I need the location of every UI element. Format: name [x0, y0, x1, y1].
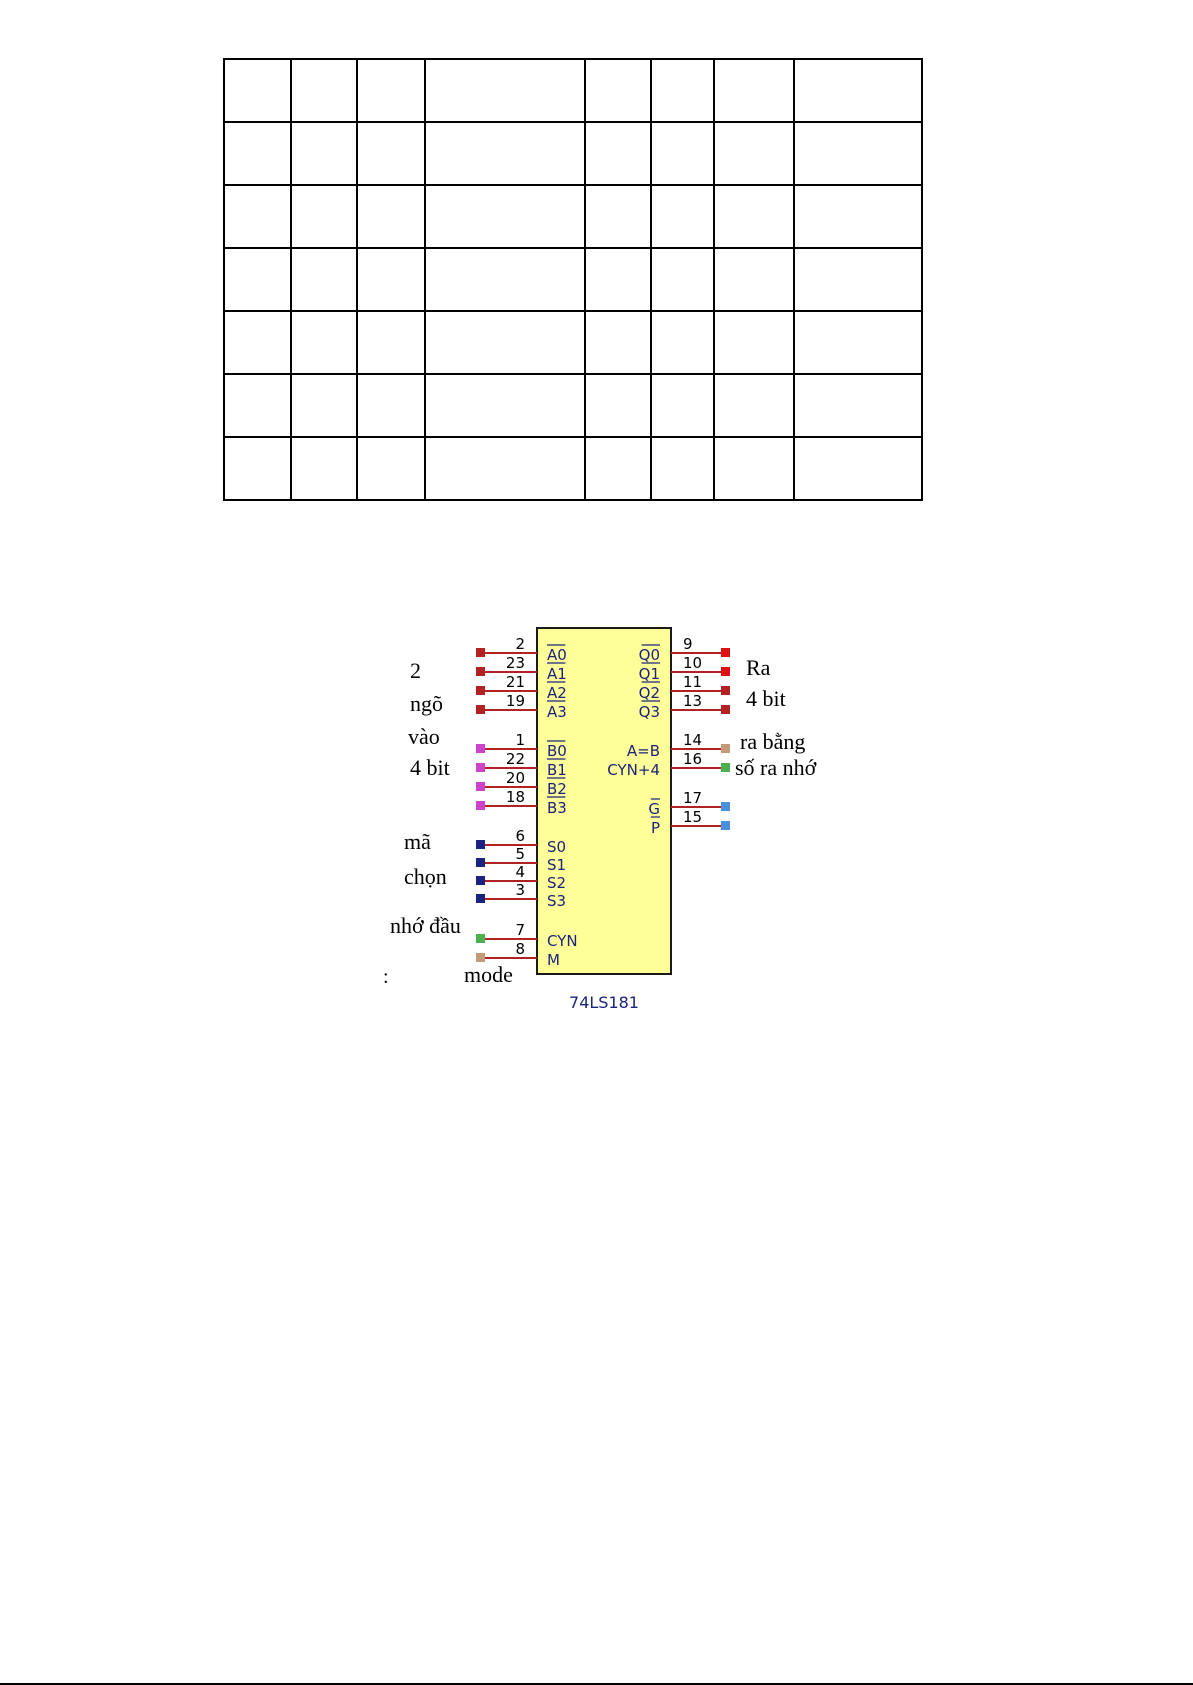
pin-label: B0 — [547, 742, 567, 760]
pin-number: 1 — [515, 731, 525, 749]
pin-label: CYN+4 — [607, 761, 660, 779]
pin-terminal — [476, 894, 485, 903]
pin-number: 15 — [683, 808, 703, 826]
pin-label: P — [650, 819, 660, 837]
pin-terminal — [721, 763, 730, 772]
annotation-inputs-2: ngõ — [410, 691, 443, 716]
pin-terminal — [476, 934, 485, 943]
annotation-inputs-1: 2 — [410, 658, 421, 683]
pin-terminal — [721, 667, 730, 676]
pin-label: CYN — [547, 932, 578, 950]
pin-number: 17 — [683, 789, 703, 807]
pin-number: 19 — [505, 692, 525, 710]
pin-terminal — [476, 744, 485, 753]
pin-number: 9 — [683, 635, 693, 653]
annotation-inputs-3: vào — [408, 724, 440, 749]
part-number-label: 74LS181 — [569, 993, 639, 1012]
pin-label: S3 — [547, 892, 567, 910]
pin-label: Q2 — [638, 684, 660, 702]
pin-number: 2 — [515, 635, 525, 653]
pin-number: 20 — [505, 769, 525, 787]
pin-number: 4 — [515, 863, 525, 881]
pin-number: 7 — [515, 921, 525, 939]
pin-label: Q0 — [638, 646, 660, 664]
annotation-outputs-2: 4 bit — [746, 686, 786, 711]
pin-number: 11 — [683, 673, 703, 691]
pin-terminal — [476, 858, 485, 867]
pin-terminal — [476, 667, 485, 676]
pin-number: 5 — [515, 845, 525, 863]
pin-label: S2 — [547, 874, 567, 892]
pin-terminal — [476, 840, 485, 849]
pin-terminal — [476, 648, 485, 657]
pin-label: Q1 — [638, 665, 660, 683]
annotation-carry-out: số ra nhớ — [735, 755, 817, 780]
annotation-select-2: chọn — [404, 864, 447, 889]
pin-terminal — [721, 648, 730, 657]
pin-number: 23 — [505, 654, 525, 672]
annotation-carry-in: nhớ đầu — [390, 913, 461, 938]
pin-label: A1 — [547, 665, 567, 683]
annotation-outputs-1: Ra — [746, 655, 771, 680]
pin-number: 13 — [683, 692, 703, 710]
pin-label: S0 — [547, 838, 567, 856]
pin-terminal — [721, 686, 730, 695]
annotation-equal-out: ra bằng — [740, 729, 806, 754]
pin-terminal — [476, 782, 485, 791]
pin-number: 6 — [515, 827, 525, 845]
pin-label: M — [547, 951, 560, 969]
annotation-colon: : — [383, 966, 389, 988]
pin-label: Q3 — [638, 703, 660, 721]
pin-label: A2 — [547, 684, 567, 702]
pin-terminal — [721, 705, 730, 714]
pin-number: 16 — [683, 750, 703, 768]
annotation-select-1: mã — [404, 829, 431, 854]
annotation-mode: mode — [464, 962, 513, 987]
pin-number: 3 — [515, 881, 525, 899]
pin-label: A0 — [547, 646, 567, 664]
pin-terminal — [476, 705, 485, 714]
pin-terminal — [476, 686, 485, 695]
pin-label: S1 — [547, 856, 567, 874]
pin-label: B2 — [547, 780, 567, 798]
pin-number: 18 — [505, 788, 525, 806]
pin-number: 21 — [505, 673, 525, 691]
pin-terminal — [476, 953, 485, 962]
pin-number: 10 — [683, 654, 703, 672]
pin-terminal — [476, 763, 485, 772]
pin-label: B1 — [547, 761, 567, 779]
annotation-inputs-4: 4 bit — [410, 755, 450, 780]
pin-label: A=B — [626, 742, 660, 760]
pin-label: A3 — [547, 703, 567, 721]
pin-label: B3 — [547, 799, 567, 817]
pin-terminal — [721, 744, 730, 753]
pin-terminal — [721, 821, 730, 830]
pin-label: G — [648, 800, 660, 818]
pin-number: 8 — [515, 940, 525, 958]
pin-terminal — [721, 802, 730, 811]
pin-number: 14 — [683, 731, 703, 749]
pin-terminal — [476, 876, 485, 885]
pin-terminal — [476, 801, 485, 810]
pin-number: 22 — [505, 750, 525, 768]
